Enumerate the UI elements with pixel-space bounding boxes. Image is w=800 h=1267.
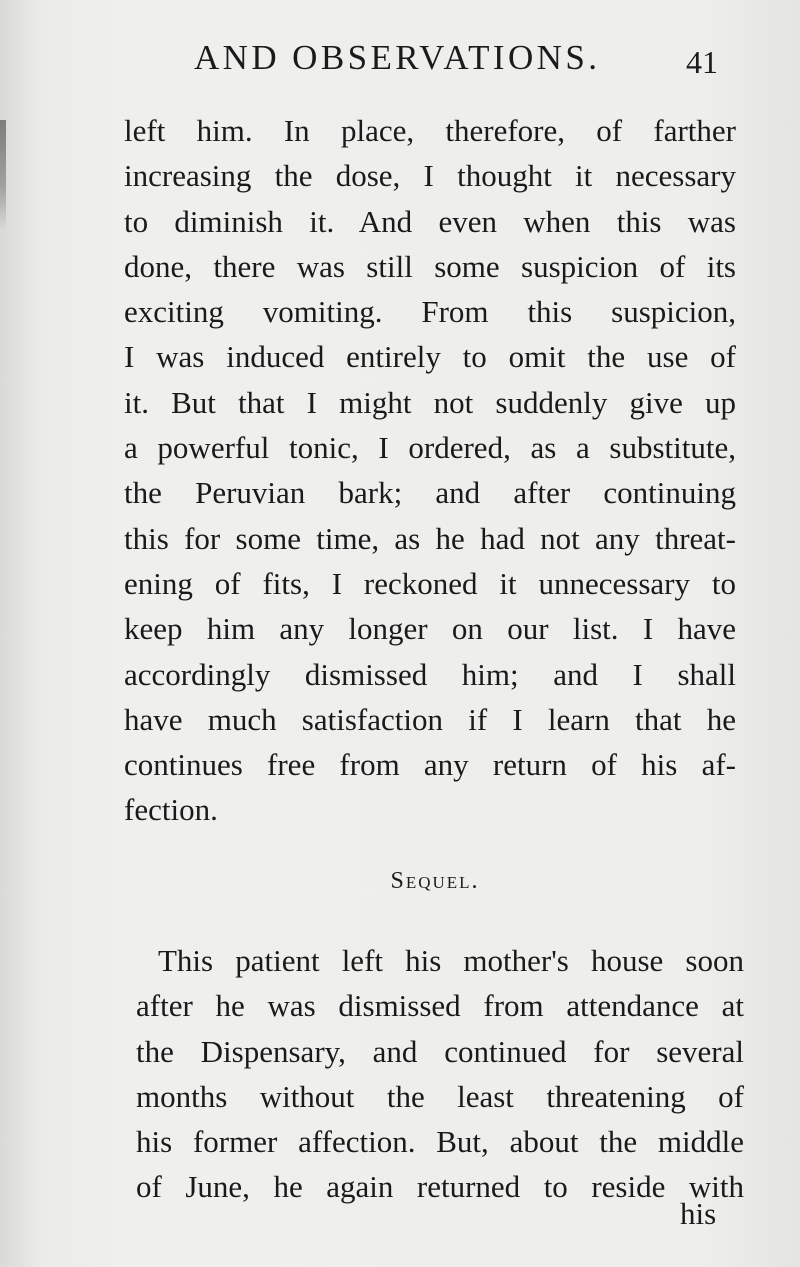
text-line: ening of fits, I reckoned it unnecessary to: [124, 565, 736, 601]
paragraph-2: [136, 938, 744, 1210]
text-line: done, there was still some suspicion of its: [124, 248, 736, 284]
text-line: a powerful tonic, I ordered, as a substitute,: [124, 430, 736, 466]
section-heading-text: Sequel.: [390, 868, 480, 894]
text-line: his former affection. But, about the middle: [136, 1124, 744, 1160]
binding-gutter-shadow: [0, 120, 6, 230]
text-line: This patient left his mother's house soon: [158, 943, 744, 978]
text-line: fection.: [124, 792, 218, 828]
running-head: [0, 34, 800, 84]
text-line: it. But that I might not suddenly give up: [124, 384, 736, 420]
text-line: continues free from any return of his af-: [124, 747, 736, 783]
text-line: exciting vomiting. From this suspicion,: [124, 294, 736, 330]
text-line: increasing the dose, I thought it necessary: [124, 158, 736, 194]
text-line: the Peruvian bark; and after continuing: [124, 475, 736, 511]
running-title: AND OBSERVATIONS.: [194, 38, 601, 77]
text-line: left him. In place, therefore, of farther: [124, 113, 736, 148]
page-number: 41: [686, 44, 718, 80]
section-heading: [0, 868, 800, 895]
text-line: have much satisfaction if I learn that he: [124, 701, 736, 737]
text-line: to diminish it. And even when this was: [124, 203, 736, 239]
text-line: I was induced entirely to omit the use of: [124, 339, 736, 375]
paragraph-1: [124, 108, 736, 833]
text-line: keep him any longer on our list. I have: [124, 611, 736, 647]
text-line: after he was dismissed from attendance at: [136, 988, 744, 1024]
text-line: of June, he again returned to reside with: [136, 1169, 744, 1205]
text-line: months without the least threatening of: [136, 1078, 744, 1114]
text-line: accordingly dismissed him; and I shall: [124, 656, 736, 692]
catchword: his: [680, 1196, 717, 1231]
text-line: the Dispensary, and continued for several: [136, 1033, 744, 1069]
text-line: this for some time, as he had not any threat-: [124, 520, 736, 556]
